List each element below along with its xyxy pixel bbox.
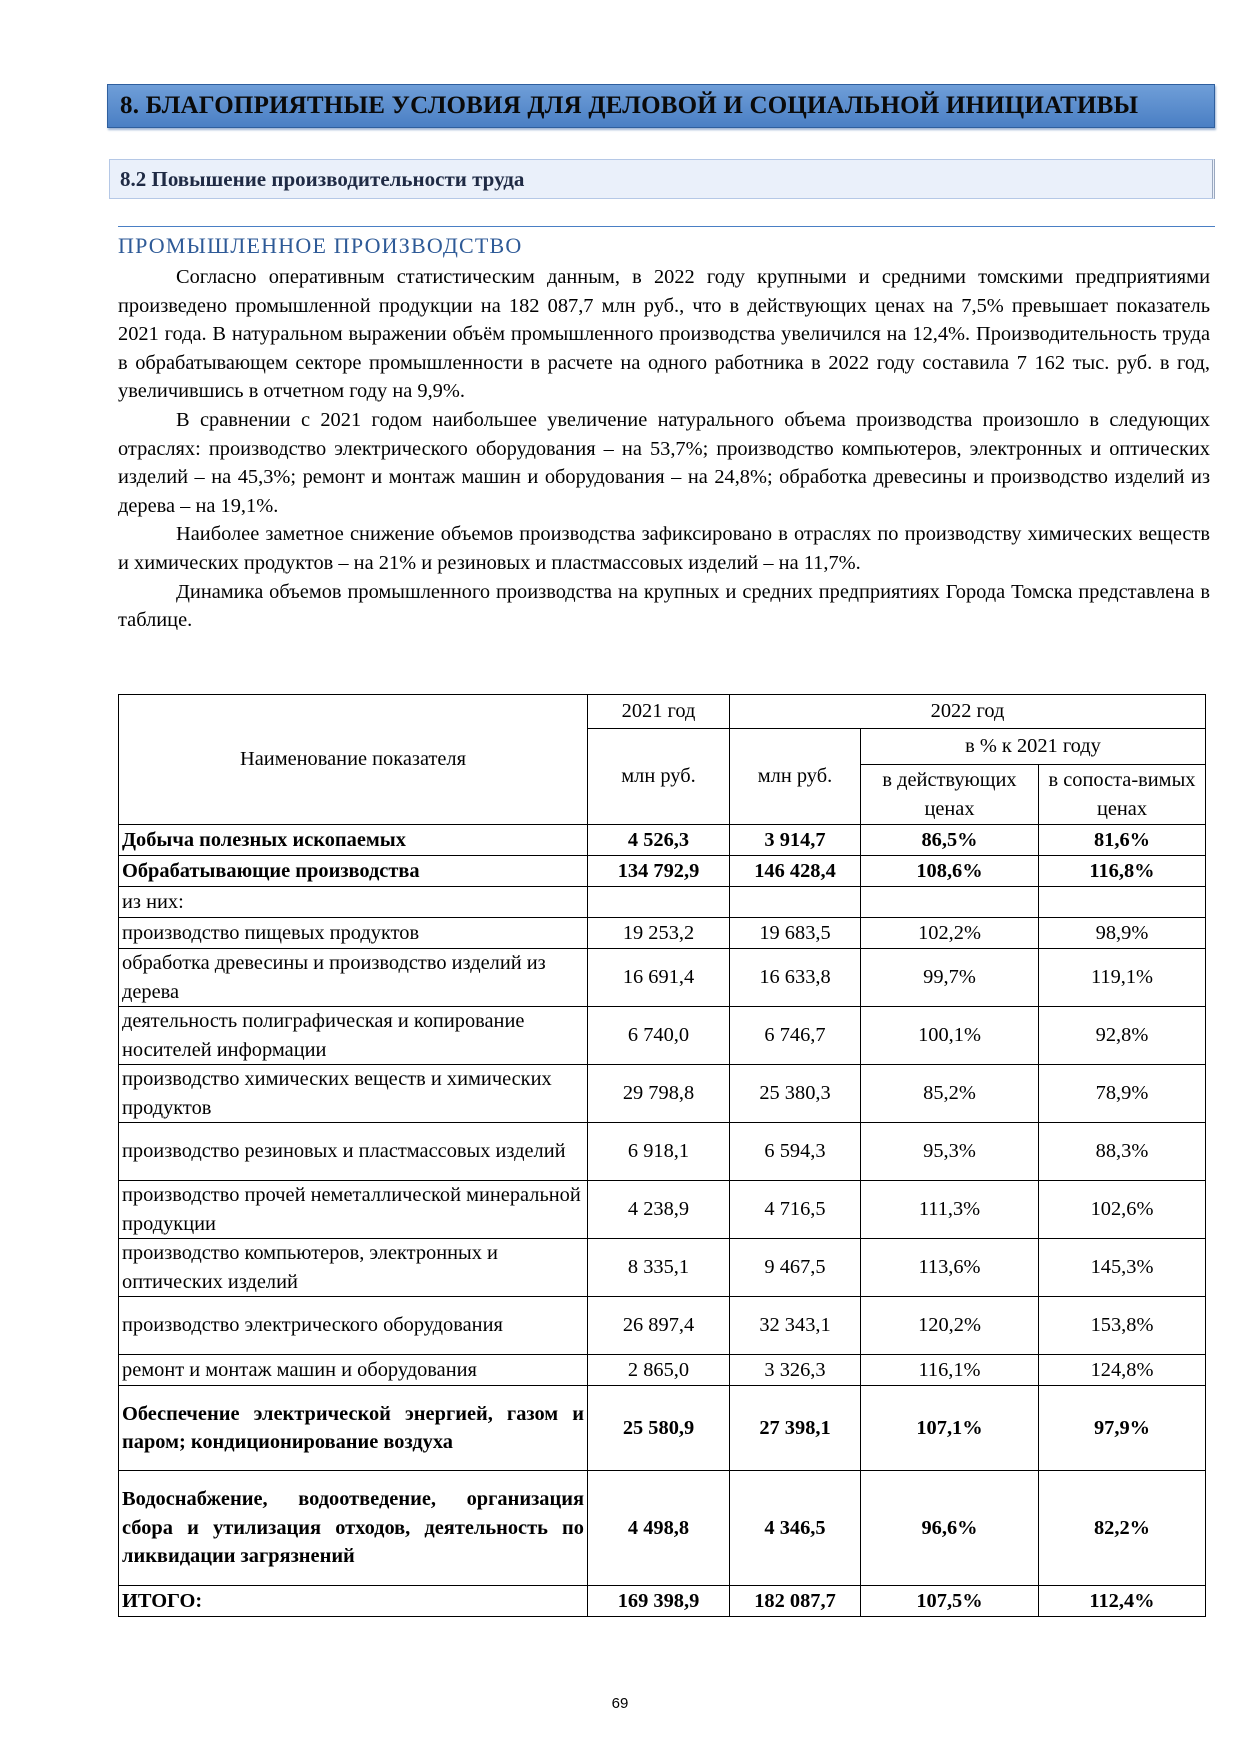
cell-current-prices: 116,1% bbox=[861, 1355, 1039, 1386]
page-number: 69 bbox=[611, 1695, 629, 1712]
cell-value-2022: 4 716,5 bbox=[730, 1181, 861, 1239]
table-row bbox=[119, 1386, 1206, 1471]
table-row bbox=[119, 1181, 1206, 1239]
cell-name: из них: bbox=[119, 887, 588, 918]
cell-comparable-prices: 124,8% bbox=[1039, 1355, 1206, 1386]
cell-name: деятельность полиграфическая и копирование носителей информации bbox=[119, 1007, 588, 1065]
cell-value-2021: 16 691,4 bbox=[588, 949, 730, 1007]
cell-value-2022: 25 380,3 bbox=[730, 1065, 861, 1123]
cell-value-2022: 6 594,3 bbox=[730, 1123, 861, 1181]
cell-name: ремонт и монтаж машин и оборудования bbox=[119, 1355, 588, 1386]
paragraph-4: Динамика объемов промышленного производства на крупных и средних предприятиях Города Томска представлена в таблице. bbox=[118, 580, 1210, 632]
cell-name: производство компьютеров, электронных и оптических изделий bbox=[119, 1239, 588, 1297]
cell-current-prices: 95,3% bbox=[861, 1123, 1039, 1181]
table-row bbox=[119, 1123, 1206, 1181]
cell-value-2022: 9 467,5 bbox=[730, 1239, 861, 1297]
cell-name: Добыча полезных ископаемых bbox=[119, 825, 588, 856]
header-percent-group: в % к 2021 году bbox=[861, 729, 1206, 765]
cell-comparable-prices: 119,1% bbox=[1039, 949, 1206, 1007]
cell-current-prices: 111,3% bbox=[861, 1181, 1039, 1239]
table-row bbox=[119, 856, 1206, 887]
cell-name: ИТОГО: bbox=[119, 1586, 588, 1617]
cell-current-prices: 108,6% bbox=[861, 856, 1039, 887]
table-row bbox=[119, 887, 1206, 918]
cell-value-2022: 27 398,1 bbox=[730, 1386, 861, 1471]
cell-value-2022: 19 683,5 bbox=[730, 918, 861, 949]
header-year-2022: 2022 год bbox=[730, 695, 1206, 729]
cell-value-2021: 4 526,3 bbox=[588, 825, 730, 856]
table-row bbox=[119, 1007, 1206, 1065]
header-comparable-prices: в сопоста-вимых ценах bbox=[1039, 765, 1206, 825]
cell-value-2022: 182 087,7 bbox=[730, 1586, 861, 1617]
cell-value-2022: 146 428,4 bbox=[730, 856, 861, 887]
cell-comparable-prices: 97,9% bbox=[1039, 1386, 1206, 1471]
cell-name: Водоснабжение, водоотведение, организация сбора и утилизация отходов, деятельность по ликвидации загрязнений bbox=[119, 1471, 588, 1586]
header-name: Наименование показателя bbox=[119, 695, 588, 825]
cell-comparable-prices: 92,8% bbox=[1039, 1007, 1206, 1065]
cell-name: производство прочей неметаллической минеральной продукции bbox=[119, 1181, 588, 1239]
cell-name: обработка древесины и производство изделий из дерева bbox=[119, 949, 588, 1007]
table-row bbox=[119, 1065, 1206, 1123]
chapter-title: 8. БЛАГОПРИЯТНЫЕ УСЛОВИЯ ДЛЯ ДЕЛОВОЙ И СОЦИАЛЬНОЙ ИНИЦИАТИВЫ bbox=[107, 84, 1215, 128]
table-body bbox=[119, 825, 1206, 1617]
cell-current-prices: 113,6% bbox=[861, 1239, 1039, 1297]
cell-current-prices: 96,6% bbox=[861, 1471, 1039, 1586]
cell-comparable-prices bbox=[1039, 887, 1206, 918]
cell-current-prices bbox=[861, 887, 1039, 918]
cell-comparable-prices: 88,3% bbox=[1039, 1123, 1206, 1181]
cell-value-2022: 16 633,8 bbox=[730, 949, 861, 1007]
cell-value-2022: 6 746,7 bbox=[730, 1007, 861, 1065]
cell-value-2021 bbox=[588, 887, 730, 918]
cell-name: производство пищевых продуктов bbox=[119, 918, 588, 949]
cell-comparable-prices: 153,8% bbox=[1039, 1297, 1206, 1355]
cell-value-2021: 19 253,2 bbox=[588, 918, 730, 949]
cell-value-2021: 8 335,1 bbox=[588, 1239, 730, 1297]
cell-value-2022: 3 914,7 bbox=[730, 825, 861, 856]
cell-value-2021: 169 398,9 bbox=[588, 1586, 730, 1617]
cell-value-2022: 4 346,5 bbox=[730, 1471, 861, 1586]
paragraph-3: Наиболее заметное снижение объемов производства зафиксировано в отраслях по производству химических веществ и химических продуктов – на 21% и резиновых и пластмассовых изделий – на 11,7%. bbox=[118, 523, 1210, 574]
cell-current-prices: 85,2% bbox=[861, 1065, 1039, 1123]
table-row bbox=[119, 1239, 1206, 1297]
cell-name: Обеспечение электрической энергией, газом и паром; кондиционирование воздуха bbox=[119, 1386, 588, 1471]
table-row bbox=[119, 949, 1206, 1007]
header-unit-2022: млн руб. bbox=[730, 729, 861, 825]
paragraph-2: В сравнении с 2021 годом наибольшее увеличение натурального объема производства произошло в следующих отраслях: производство электрического оборудования – на 53,7%; производство компьютеров, электронных и оптических изделий – на 45,3%; ремонт и монтаж машин и оборудования – на 24,8%; обработка древесины и производство изделий из дерева – на 19,1%. bbox=[118, 408, 1210, 517]
cell-value-2021: 4 238,9 bbox=[588, 1181, 730, 1239]
cell-comparable-prices: 102,6% bbox=[1039, 1181, 1206, 1239]
cell-value-2021: 29 798,8 bbox=[588, 1065, 730, 1123]
table-row bbox=[119, 918, 1206, 949]
cell-current-prices: 100,1% bbox=[861, 1007, 1039, 1065]
table-row bbox=[119, 1297, 1206, 1355]
cell-value-2022 bbox=[730, 887, 861, 918]
cell-current-prices: 107,1% bbox=[861, 1386, 1039, 1471]
cell-value-2022: 32 343,1 bbox=[730, 1297, 861, 1355]
table-row bbox=[119, 825, 1206, 856]
header-unit-2021: млн руб. bbox=[588, 729, 730, 825]
production-table bbox=[118, 694, 1206, 1617]
cell-value-2021: 2 865,0 bbox=[588, 1355, 730, 1386]
cell-value-2022: 3 326,3 bbox=[730, 1355, 861, 1386]
table-row bbox=[119, 1355, 1206, 1386]
cell-current-prices: 86,5% bbox=[861, 825, 1039, 856]
cell-value-2021: 4 498,8 bbox=[588, 1471, 730, 1586]
cell-value-2021: 26 897,4 bbox=[588, 1297, 730, 1355]
cell-comparable-prices: 78,9% bbox=[1039, 1065, 1206, 1123]
cell-comparable-prices: 82,2% bbox=[1039, 1471, 1206, 1586]
section-title: 8.2 Повышение производительности труда bbox=[109, 159, 1215, 199]
cell-current-prices: 99,7% bbox=[861, 949, 1039, 1007]
cell-value-2021: 6 918,1 bbox=[588, 1123, 730, 1181]
cell-name: производство электрического оборудования bbox=[119, 1297, 588, 1355]
body-text bbox=[118, 263, 1210, 635]
cell-comparable-prices: 98,9% bbox=[1039, 918, 1206, 949]
cell-value-2021: 134 792,9 bbox=[588, 856, 730, 887]
cell-current-prices: 120,2% bbox=[861, 1297, 1039, 1355]
cell-comparable-prices: 116,8% bbox=[1039, 856, 1206, 887]
cell-name: производство резиновых и пластмассовых изделий bbox=[119, 1123, 588, 1181]
sub-heading: ПРОМЫШЛЕННОЕ ПРОИЗВОДСТВО bbox=[118, 226, 1215, 259]
cell-current-prices: 102,2% bbox=[861, 918, 1039, 949]
table-row bbox=[119, 1471, 1206, 1586]
cell-value-2021: 25 580,9 bbox=[588, 1386, 730, 1471]
cell-value-2021: 6 740,0 bbox=[588, 1007, 730, 1065]
cell-comparable-prices: 145,3% bbox=[1039, 1239, 1206, 1297]
header-year-2021: 2021 год bbox=[588, 695, 730, 729]
cell-name: Обрабатывающие производства bbox=[119, 856, 588, 887]
cell-comparable-prices: 112,4% bbox=[1039, 1586, 1206, 1617]
cell-comparable-prices: 81,6% bbox=[1039, 825, 1206, 856]
cell-name: производство химических веществ и химических продуктов bbox=[119, 1065, 588, 1123]
header-current-prices: в действующих ценах bbox=[861, 765, 1039, 825]
paragraph-1: Согласно оперативным статистическим данным, в 2022 году крупными и средними томскими предприятиями произведено промышленной продукции на 182 087,7 млн руб., что в действующих ценах на 7,5% превышает показатель 2021 года. В натуральном выражении объём промышленного производства увеличился на 12,4%. Производительность труда в обрабатывающем секторе промышленности в расчете на одного работника в 2022 году составила 7 162 тыс. руб. в год, увеличившись в отчетном году на 9,9%. bbox=[118, 266, 1210, 403]
cell-current-prices: 107,5% bbox=[861, 1586, 1039, 1617]
table-row bbox=[119, 1586, 1206, 1617]
